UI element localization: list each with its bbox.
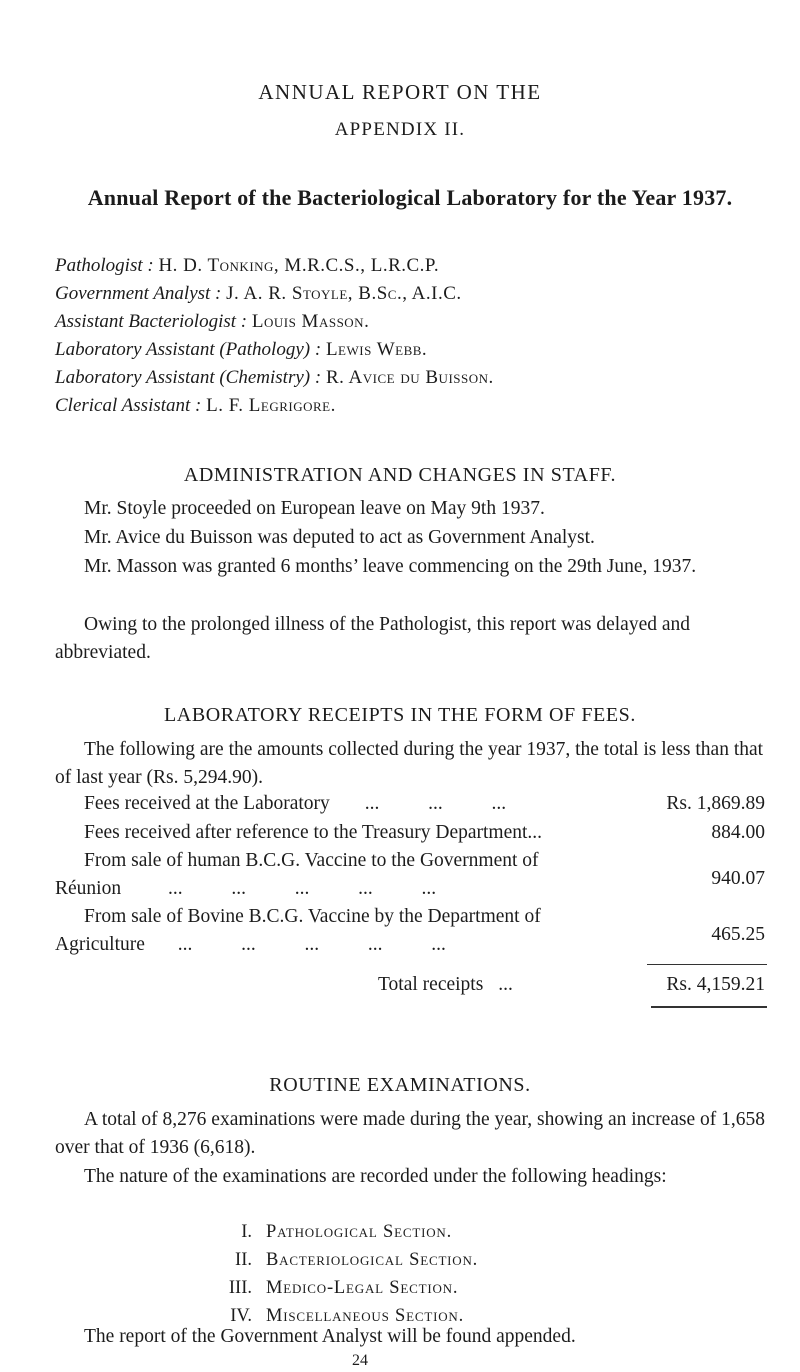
administration-paragraph-1: Mr. Stoyle proceeded on European leave on May 9th 1937. [84, 498, 545, 519]
staff-name: J. A. R. Stoyle, B.Sc., A.I.C. [226, 283, 462, 304]
routine-paragraph-2: The nature of the examinations are recorded under the following headings: [84, 1166, 667, 1187]
fee-item-human-bcg: From sale of human B.C.G. Vaccine to the Government of [84, 850, 539, 871]
fee-label: Agriculture [55, 934, 145, 955]
staff-role: Government Analyst : [55, 283, 222, 304]
section-name: Pathological Section. [266, 1222, 452, 1242]
section-number: II. [235, 1250, 252, 1270]
fee-label: Fees received at the Laboratory [84, 793, 330, 814]
administration-paragraph-3: Mr. Masson was granted 6 months’ leave commencing on the 29th June, 1937. [84, 556, 697, 577]
dot-leader: ... ... ... [364, 793, 507, 814]
total-amount: Rs. 4,159.21 [666, 974, 765, 995]
administration-paragraph-2: Mr. Avice du Buisson was deputed to act as Government Analyst. [84, 527, 595, 548]
section-name: Miscellaneous Section. [266, 1306, 465, 1326]
closing-sentence: The report of the Government Analyst will be found appended. [84, 1326, 576, 1347]
staff-name: L. F. Legrigore. [206, 395, 336, 416]
administration-paragraph-4: Owing to the prolonged illness of the Pathologist, this report was delayed and abbreviated. [55, 614, 691, 663]
staff-name: R. Avice du Buisson. [325, 367, 494, 388]
page-number: 24 [352, 1352, 368, 1369]
total-receipts-row [378, 974, 513, 996]
staff-role: Laboratory Assistant (Chemistry) : [55, 367, 322, 388]
dot-leader: ... ... ... ... ... [177, 934, 446, 955]
fee-amount: 884.00 [711, 822, 765, 843]
dot-leader: ... ... ... ... ... [167, 878, 437, 899]
fee-item-bovine-bcg-cont [55, 934, 446, 956]
appendix-label: APPENDIX II. [334, 119, 466, 140]
fee-amount: 465.25 [711, 924, 765, 945]
fee-label: Réunion [55, 878, 122, 899]
fee-item-treasury [84, 822, 542, 844]
staff-lab-assistant-pathology [55, 339, 427, 361]
running-head: ANNUAL REPORT ON THE [258, 80, 542, 104]
section-item [206, 1306, 464, 1327]
section-number: IV. [230, 1306, 252, 1326]
total-label: Total receipts [378, 974, 484, 995]
dot-leader: ... [498, 974, 513, 995]
fee-item-laboratory [84, 793, 506, 815]
section-number: I. [241, 1222, 252, 1242]
staff-pathologist [55, 255, 439, 277]
fee-label: Fees received after reference to the Treasury Department... [84, 822, 543, 843]
section-name: Medico-Legal Section. [266, 1278, 459, 1298]
staff-clerical-assistant [55, 395, 336, 417]
fee-item-human-bcg-cont [55, 878, 436, 900]
fee-item-bovine-bcg: From sale of Bovine B.C.G. Vaccine by the Department of [84, 906, 541, 927]
staff-role: Clerical Assistant : [55, 395, 202, 416]
receipts-heading: LABORATORY RECEIPTS IN THE FORM OF FEES. [163, 704, 637, 726]
staff-name: Louis Masson. [251, 311, 370, 332]
staff-lab-assistant-chemistry [55, 367, 494, 389]
total-rule [651, 1006, 767, 1008]
section-name: Bacteriological Section. [266, 1250, 479, 1270]
section-item [206, 1278, 458, 1299]
staff-name: Lewis Webb. [325, 339, 428, 360]
staff-role: Assistant Bacteriologist : [55, 311, 248, 332]
staff-name: H. D. Tonking, M.R.C.S., L.R.C.P. [158, 255, 440, 276]
section-number: III. [228, 1278, 252, 1298]
report-title: Annual Report of the Bacteriological Laboratory for the Year 1937. [87, 185, 733, 210]
staff-assistant-bacteriologist [55, 311, 369, 333]
administration-heading: ADMINISTRATION AND CHANGES IN STAFF. [183, 464, 617, 486]
receipts-intro: The following are the amounts collected during the year 1937, the total is less than that of last year (Rs. 5,294.90). [55, 739, 764, 788]
routine-heading: ROUTINE EXAMINATIONS. [269, 1074, 531, 1096]
section-item [206, 1250, 478, 1271]
routine-paragraph-1: A total of 8,276 examinations were made during the year, showing an increase of 1,658 over that of 1936 (6,618). [55, 1109, 765, 1158]
section-item [206, 1222, 452, 1243]
subtotal-rule [647, 964, 767, 965]
fee-amount: 940.07 [711, 868, 765, 889]
staff-role: Pathologist : [55, 255, 154, 276]
staff-role: Laboratory Assistant (Pathology) : [55, 339, 322, 360]
fee-amount: Rs. 1,869.89 [666, 793, 765, 814]
staff-government-analyst [55, 283, 462, 305]
